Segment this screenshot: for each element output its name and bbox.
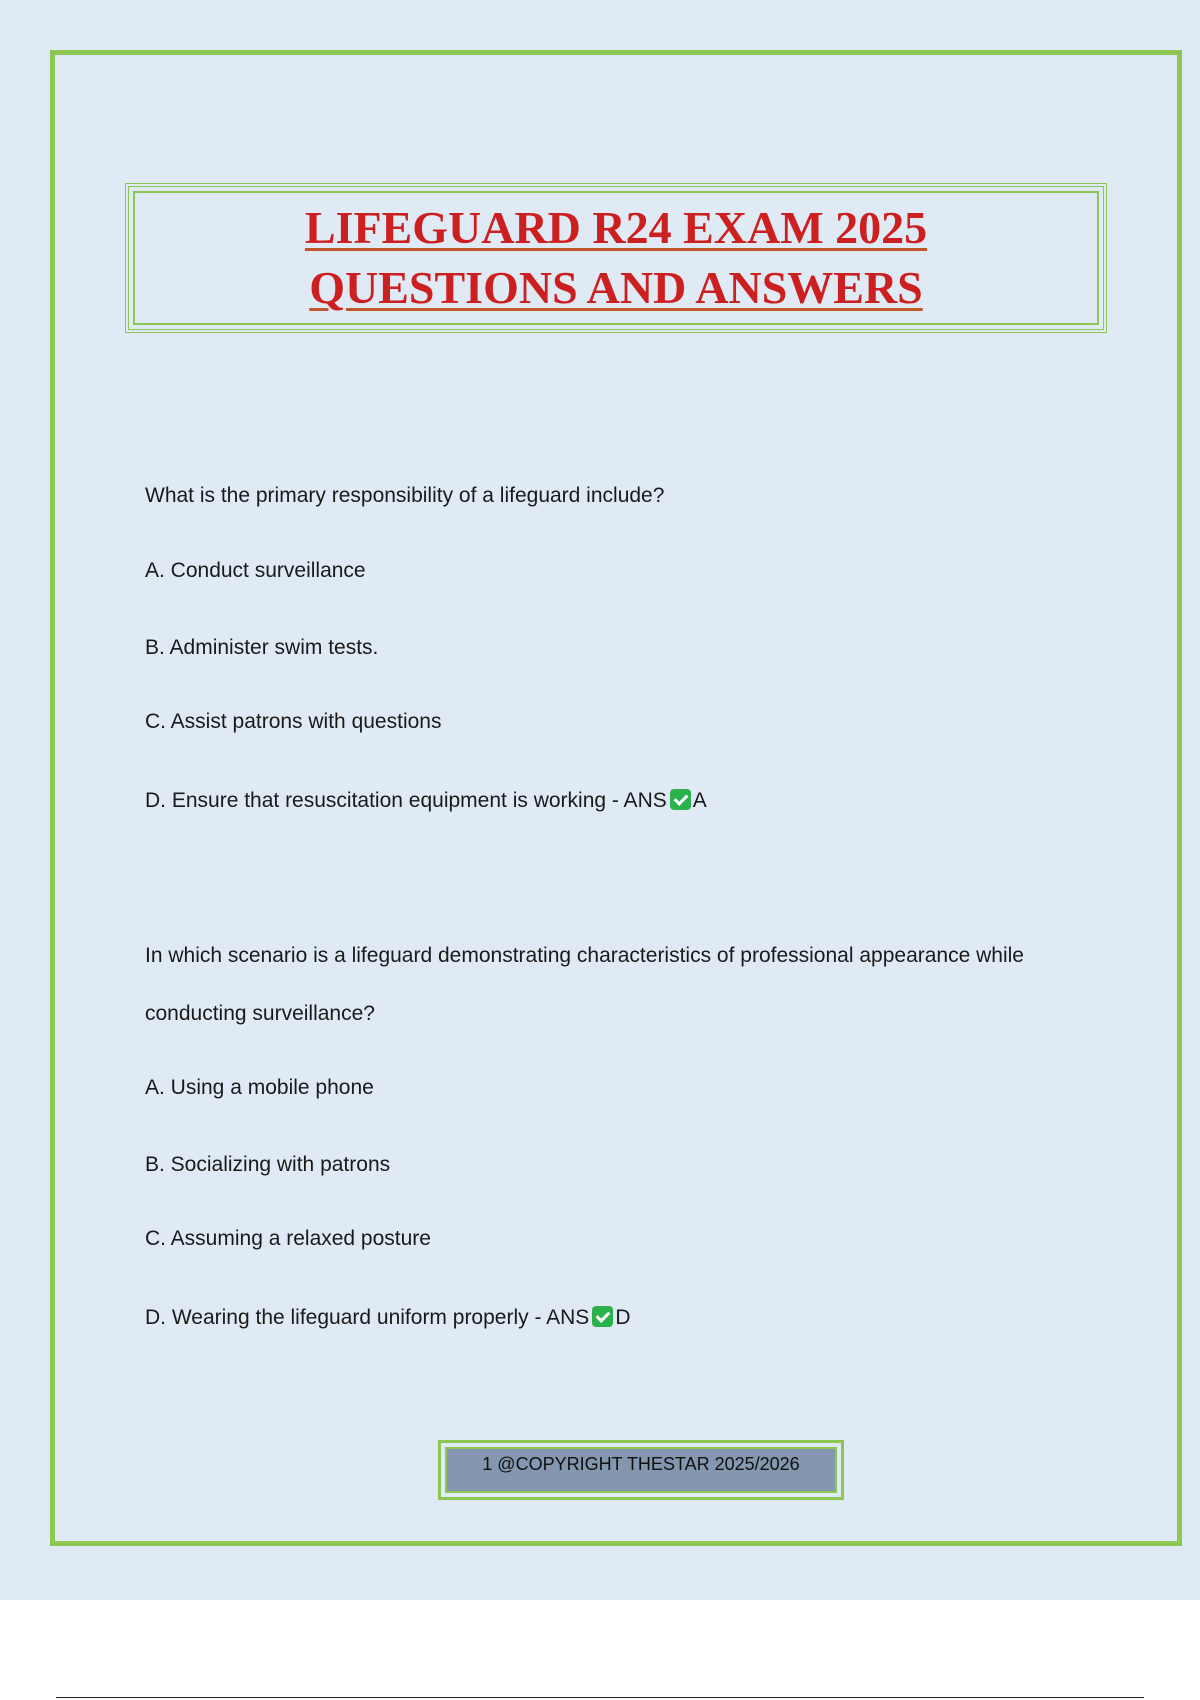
bottom-divider bbox=[56, 1697, 1144, 1698]
question-2-option-b: B. Socializing with patrons bbox=[145, 1153, 391, 1176]
footer-box bbox=[438, 1440, 844, 1500]
footer-copyright: 1 @COPYRIGHT THESTAR 2025/2026 bbox=[445, 1447, 837, 1493]
question-2-prompt-line-1: In which scenario is a lifeguard demonstrating characteristics of professional appearance while bbox=[145, 944, 1024, 967]
question-1-option-c: C. Assist patrons with questions bbox=[145, 710, 442, 733]
question-1-option-d: D. Ensure that resuscitation equipment is working - ANS bbox=[145, 789, 667, 812]
question-2-option-a: A. Using a mobile phone bbox=[145, 1076, 374, 1099]
question-1-option-d-row bbox=[145, 789, 707, 813]
question-2-answer: D bbox=[615, 1306, 631, 1329]
check-mark-icon bbox=[670, 789, 691, 810]
question-1-prompt: What is the primary responsibility of a lifeguard include? bbox=[145, 484, 665, 507]
question-2-option-c: C. Assuming a relaxed posture bbox=[145, 1227, 431, 1250]
question-2-option-d: D. Wearing the lifeguard uniform properly - ANS bbox=[145, 1306, 590, 1329]
question-2-option-d-row bbox=[145, 1306, 630, 1330]
title-box bbox=[125, 183, 1107, 333]
question-1-option-a: A. Conduct surveillance bbox=[145, 559, 366, 582]
document-title-line-2: QUESTIONS AND ANSWERS bbox=[309, 262, 923, 313]
question-2-prompt-line-2: conducting surveillance? bbox=[145, 1002, 375, 1025]
check-mark-icon bbox=[592, 1306, 613, 1327]
document-title-line-1: LIFEGUARD R24 EXAM 2025 bbox=[304, 202, 928, 253]
question-1-answer: A bbox=[692, 789, 707, 812]
question-1-option-b: B. Administer swim tests. bbox=[145, 636, 379, 659]
